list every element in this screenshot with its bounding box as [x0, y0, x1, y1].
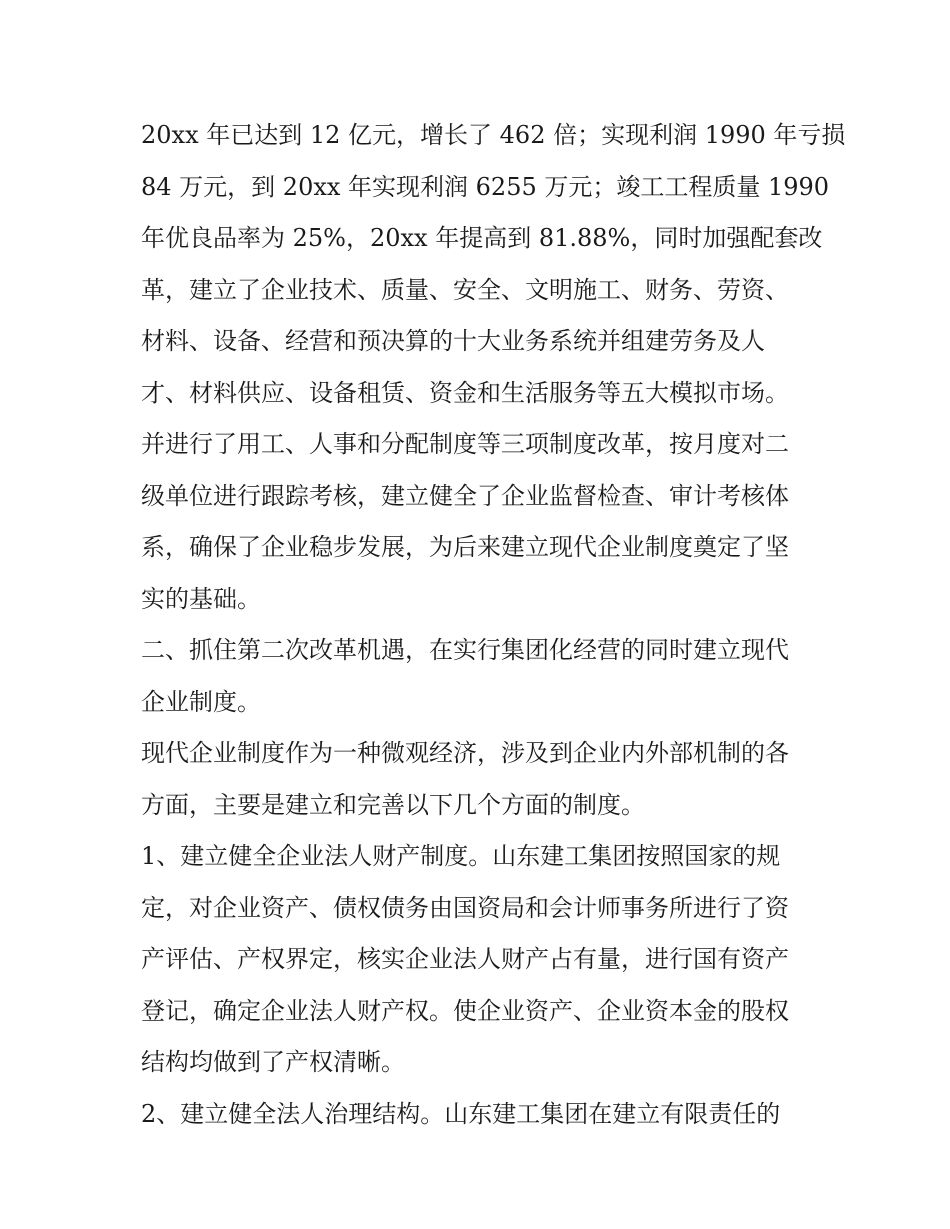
document-body	[141, 110, 846, 1140]
text-line: 年优良品率为 25%，20xx 年提高到 81.88%，同时加强配套改	[141, 224, 823, 252]
text-line: 材料、设备、经营和预决算的十大业务系统并组建劳务及人	[141, 327, 765, 355]
list-item-1: 1、建立健全企业法人财产制度。山东建工集团按照国家的规	[141, 842, 781, 870]
text-line: 系，确保了企业稳步发展，为后来建立现代企业制度奠定了坚	[141, 533, 789, 561]
text-line: 产评估、产权界定，核实企业法人财产占有量，进行国有资产	[141, 945, 789, 973]
text-line: 定，对企业资产、债权债务由国资局和会计师事务所进行了资	[141, 893, 789, 922]
text-line: 20xx 年已达到 12 亿元，增长了 462 倍；实现利润 1990 年亏损	[141, 121, 846, 149]
text-line: 实的基础。	[141, 584, 261, 613]
text-line: 并进行了用工、人事和分配制度等三项制度改革，按月度对二	[141, 430, 789, 458]
text-line: 才、材料供应、设备租赁、资金和生活服务等五大模拟市场。	[141, 378, 789, 407]
text-line: 84 万元，到 20xx 年实现利润 6255 万元；竣工工程质量 1990	[141, 172, 830, 201]
list-item-2: 2、建立健全法人治理结构。山东建工集团在建立有限责任的	[141, 1099, 781, 1128]
text-line: 级单位进行跟踪考核，建立健全了企业监督检查、审计考核体	[141, 481, 789, 510]
text-line: 现代企业制度作为一种微观经济，涉及到企业内外部机制的各	[141, 739, 789, 767]
section-heading: 企业制度。	[141, 687, 261, 716]
text-line: 革，建立了企业技术、质量、安全、文明施工、财务、劳资、	[141, 275, 789, 304]
section-heading: 二、抓住第二次改革机遇，在实行集团化经营的同时建立现代	[141, 636, 789, 664]
text-line: 登记，确定企业法人财产权。使企业资产、企业资本金的股权	[141, 996, 789, 1025]
text-line: 结构均做到了产权清晰。	[141, 1048, 405, 1076]
text-line: 方面，主要是建立和完善以下几个方面的制度。	[141, 790, 645, 819]
